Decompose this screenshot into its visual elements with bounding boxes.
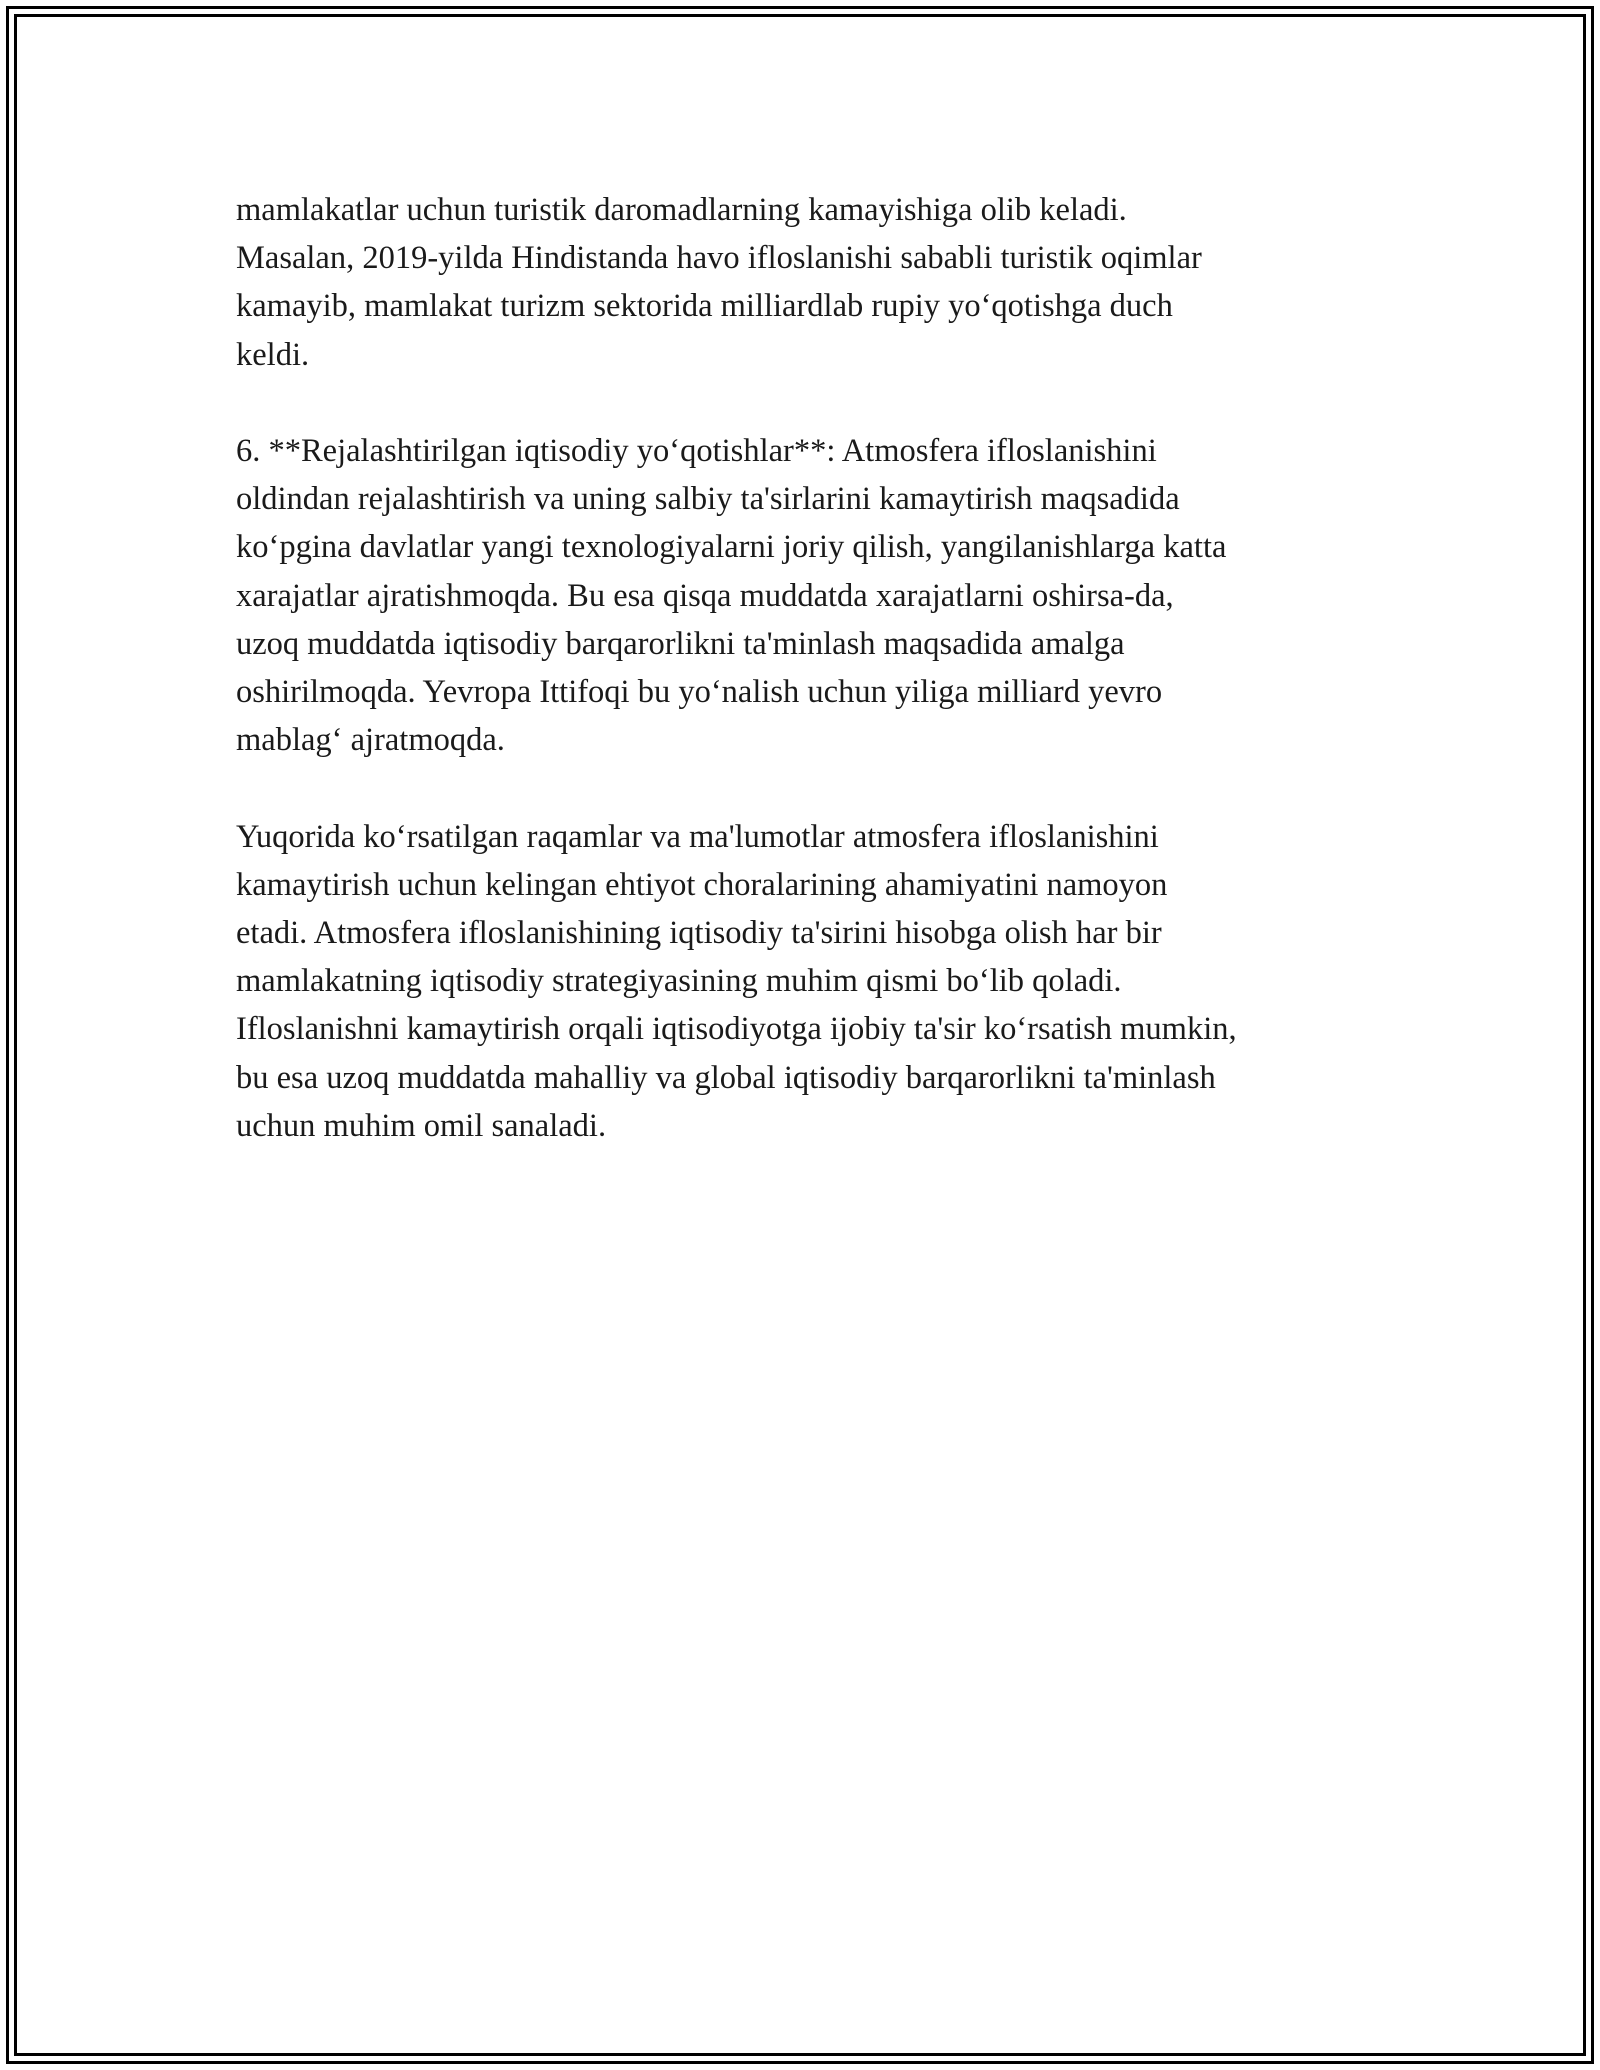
document-body [236, 186, 1368, 1198]
paragraph-planned-economic-losses: 6. **Rejalashtirilgan iqtisodiy yo‘qotishlar**: Atmosfera ifloslanishini oldindan rejalashtirish va uning salbiy ta'sirlarini kamaytirish maqsadida ko‘pgina davlatlar yangi texnologiyalarni joriy qilish, yangilanishlarga katta xarajatlar ajratishmoqda. Bu esa qisqa muddatda xarajatlarni oshirsa-da, uzoq muddatda iqtisodiy barqarorlikni ta'minlash maqsadida amalga oshirilmoqda. Yevropa Ittifoqi bu yo‘nalish uchun yiliga milliard yevro mablag‘ ajratmoqda. [236, 433, 1227, 759]
paragraph-conclusion: Yuqorida ko‘rsatilgan raqamlar va ma'lumotlar atmosfera ifloslanishini kamaytirish uchun kelingan ehtiyot choralarining ahamiyatini namoyon etadi. Atmosfera ifloslanishining iqtisodiy ta'sirini hisobga olish har bir mamlakatning iqtisodiy strategiyasining muhim qismi bo‘lib qoladi. Ifloslanishni kamaytirish orqali iqtisodiyotga ijobiy ta'sir ko‘rsatish mumkin, bu esa uzoq muddatda mahalliy va global iqtisodiy barqarorlikni ta'minlash uchun muhim omil sanaladi. [236, 818, 1237, 1144]
paragraph-tourism-revenue: mamlakatlar uchun turistik daromadlarning kamayishiga olib keladi. Masalan, 2019-yilda Hindistanda havo ifloslanishi sababli turistik oqimlar kamayib, mamlakat turizm sektorida milliardlab rupiy yo‘qotishga duch keldi. [236, 192, 1202, 373]
